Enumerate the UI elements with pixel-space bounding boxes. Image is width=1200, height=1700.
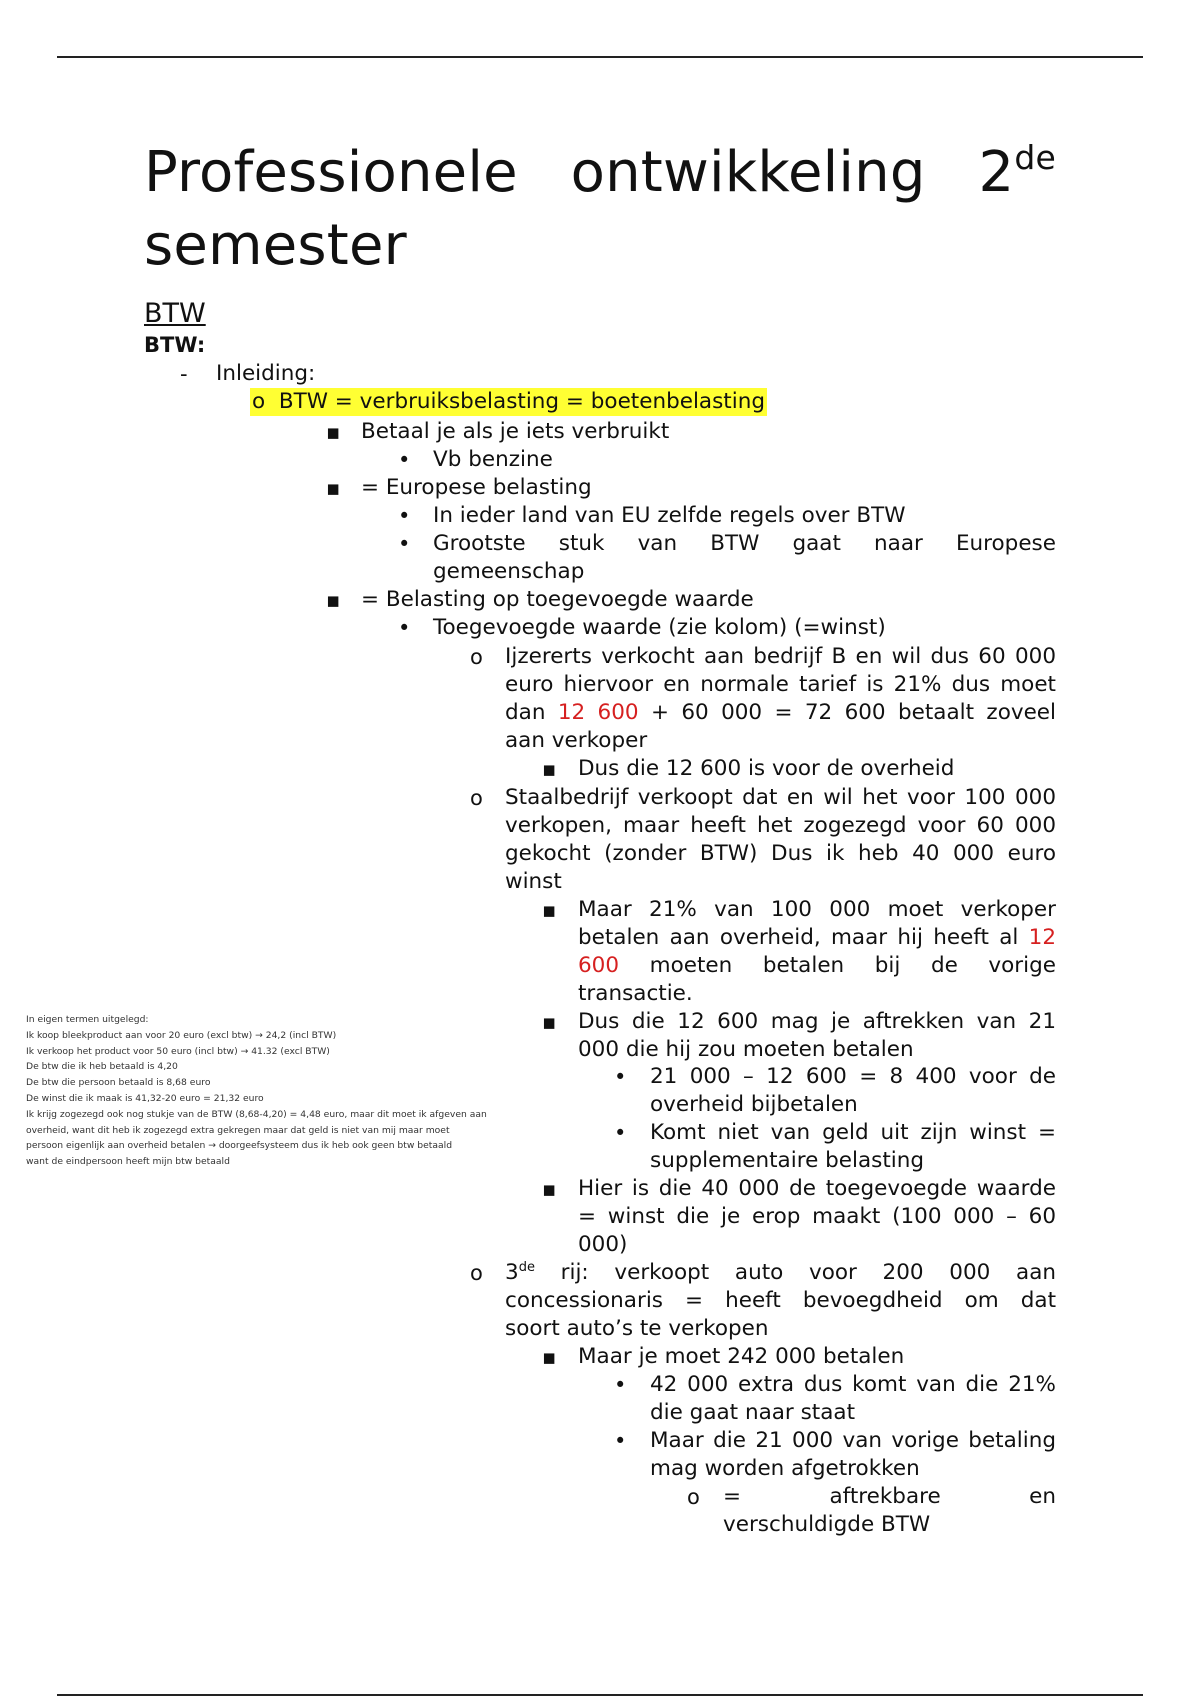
dot-bullet: •: [398, 504, 411, 528]
list-item: Komt niet van geld uit zijn winst =: [650, 1120, 1056, 1145]
circle-bullet: o: [470, 1261, 483, 1285]
note-line: overheid, want dit heb ik zogezegd extra gekregen maar dat geld is niet van mij maar moet: [26, 1124, 450, 1136]
list-item: verschuldigde BTW: [723, 1512, 931, 1537]
list-item: 000): [578, 1232, 628, 1257]
list-item: Maar 21% van 100 000 moet verkoper: [578, 897, 1056, 922]
footer-rule: [57, 1694, 1143, 1696]
paragraph-line: verkopen, maar heeft het zogezegd voor 60 000: [505, 813, 1056, 838]
square-bullet: ▪: [326, 420, 341, 444]
note-line: De winst die ik maak is 41,32-20 euro = 21,32 euro: [26, 1092, 264, 1104]
note-line: De btw die ik heb betaald is 4,20: [26, 1061, 178, 1073]
dot-bullet: •: [398, 448, 411, 472]
list-item: overheid bijbetalen: [650, 1092, 858, 1117]
paragraph-line: gekocht (zonder BTW) Dus ik heb 40 000 euro: [505, 841, 1056, 866]
title-word: ontwikkeling: [570, 140, 926, 205]
note-line: persoon eigenlijk aan overheid betalen → doorgeefsysteem dus ik heb ook geen btw betaald: [26, 1140, 453, 1152]
list-item: Grootste stuk van BTW gaat naar Europese: [433, 531, 1056, 556]
intro-label: Inleiding:: [216, 361, 316, 386]
list-item: Toegevoegde waarde (zie kolom) (=winst): [433, 615, 886, 640]
square-bullet: ▪: [542, 898, 557, 922]
paragraph-line: Ijzererts verkocht aan bedrijf B en wil dus 60 000: [505, 644, 1056, 669]
list-item: 600 moeten betalen bij de vorige: [578, 953, 1056, 978]
square-bullet: ▪: [542, 1345, 557, 1369]
list-item: = winst die je erop maakt (100 000 – 60: [578, 1204, 1056, 1229]
paragraph-line: dan 12 600 + 60 000 = 72 600 betaalt zoveel: [505, 700, 1056, 725]
page-title: [144, 140, 1056, 279]
paragraph-line: euro hiervoor en normale tarief is 21% dus moet: [505, 672, 1056, 697]
paragraph-line: winst: [505, 869, 562, 894]
dot-bullet: •: [614, 1121, 627, 1145]
dot-bullet: •: [614, 1429, 627, 1453]
list-item: Maar je moet 242 000 betalen: [578, 1344, 905, 1369]
list-item: = Europese belasting: [361, 475, 592, 500]
square-bullet: ▪: [542, 1010, 557, 1034]
note-line: In eigen termen uitgelegd:: [26, 1014, 149, 1025]
section-subheading: BTW:: [144, 333, 206, 357]
dot-bullet: •: [398, 532, 411, 556]
circle-bullet: o: [470, 786, 483, 810]
list-item: Vb benzine: [433, 447, 553, 472]
highlighted-definition: o BTW = verbruiksbelasting = boetenbelasting: [252, 389, 765, 414]
list-item: Dus die 12 600 is voor de overheid: [578, 756, 955, 781]
circle-bullet: o: [470, 645, 483, 669]
list-item: = Belasting op toegevoegde waarde: [361, 587, 754, 612]
note-line: Ik verkoop het product voor 50 euro (incl btw) → 41.32 (excl BTW): [26, 1045, 330, 1057]
side-note: [26, 1012, 526, 1170]
note-line: Ik koop bleekproduct aan voor 20 euro (excl btw) → 24,2 (incl BTW): [26, 1029, 337, 1041]
dot-bullet: •: [398, 616, 411, 640]
title-word: Professionele: [144, 140, 518, 205]
dash-marker: -: [180, 362, 188, 386]
paragraph-line: concessionaris = heeft bevoegdheid om dat: [505, 1288, 1056, 1313]
paragraph-line: 3de rij: verkoopt auto voor 200 000 aan: [505, 1259, 1056, 1285]
list-item: 000 die hij zou moeten betalen: [578, 1037, 914, 1062]
list-item: Betaal je als je iets verbruikt: [361, 419, 670, 444]
title-word: 2de: [978, 138, 1056, 205]
square-bullet: ▪: [326, 476, 341, 500]
square-bullet: ▪: [542, 1177, 557, 1201]
list-item: supplementaire belasting: [650, 1148, 925, 1173]
list-item: die gaat naar staat: [650, 1400, 856, 1425]
list-item: mag worden afgetrokken: [650, 1456, 920, 1481]
list-item: 21 000 – 12 600 = 8 400 voor de: [650, 1064, 1056, 1089]
paragraph-line: Staalbedrijf verkoopt dat en wil het voor 100 000: [505, 785, 1056, 810]
list-item: = aftrekbare en: [723, 1484, 1056, 1509]
title-word: semester: [144, 213, 407, 278]
list-item: Hier is die 40 000 de toegevoegde waarde: [578, 1176, 1056, 1201]
section-heading: BTW: [144, 298, 206, 329]
paragraph-line: soort auto’s te verkopen: [505, 1316, 769, 1341]
list-item: Dus die 12 600 mag je aftrekken van 21: [578, 1009, 1056, 1034]
list-item: betalen aan overheid, maar hij heeft al 12: [578, 925, 1056, 950]
note-line: want de eindpersoon heeft mijn btw betaald: [26, 1156, 230, 1168]
list-item: transactie.: [578, 981, 693, 1006]
header-rule: [57, 56, 1143, 58]
square-bullet: ▪: [326, 588, 341, 612]
paragraph-line: aan verkoper: [505, 728, 648, 753]
circle-bullet: o: [687, 1485, 700, 1509]
square-bullet: ▪: [542, 757, 557, 781]
list-item-continued: gemeenschap: [433, 559, 585, 584]
note-line: Ik krijg zogezegd ook nog stukje van de BTW (8,68-4,20) = 4,48 euro, maar dit moet ik afgeven aan: [26, 1108, 487, 1120]
dot-bullet: •: [614, 1373, 627, 1397]
dot-bullet: •: [614, 1065, 627, 1089]
note-line: De btw die persoon betaald is 8,68 euro: [26, 1077, 211, 1089]
list-item: In ieder land van EU zelfde regels over BTW: [433, 503, 906, 528]
list-item: 42 000 extra dus komt van die 21%: [650, 1372, 1056, 1397]
list-item: Maar die 21 000 van vorige betaling: [650, 1428, 1056, 1453]
